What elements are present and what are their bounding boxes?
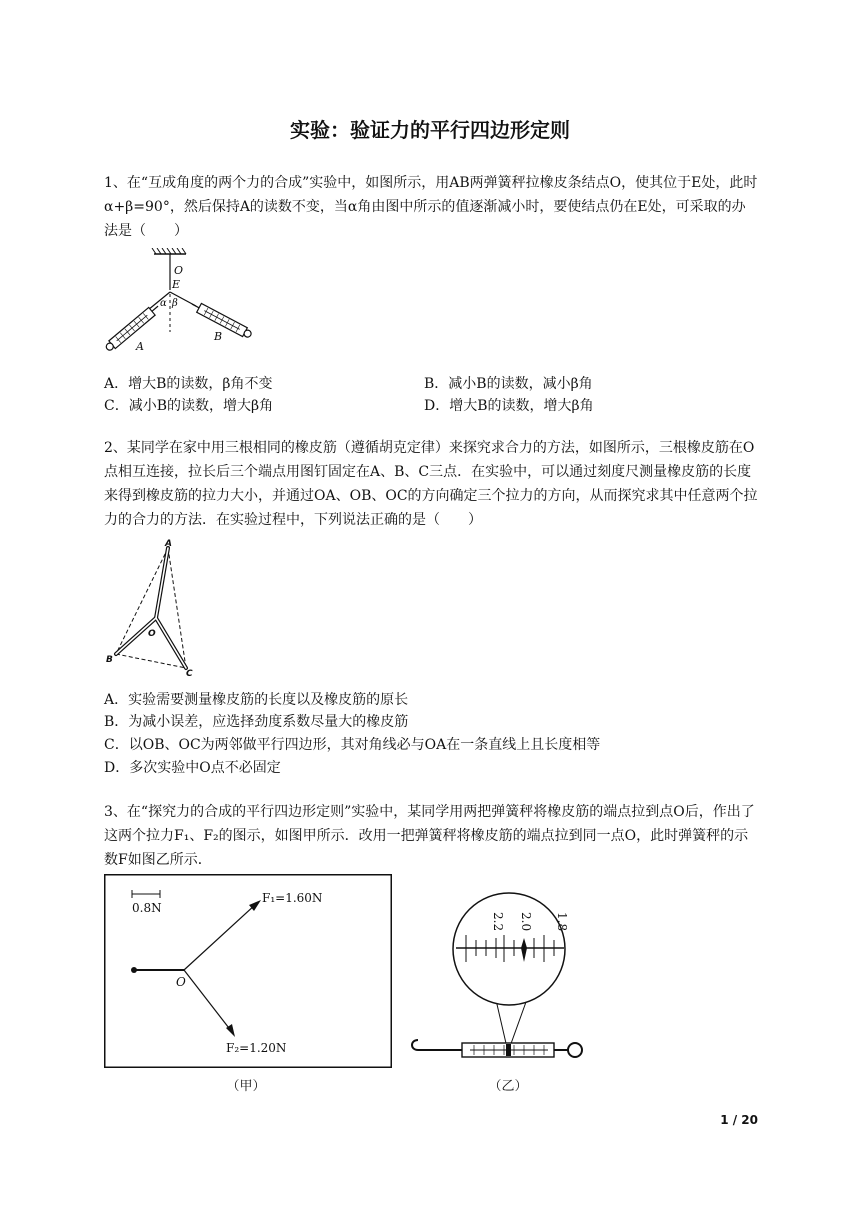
fig1-label-beta: β — [172, 298, 178, 309]
q1-option-a: A．增大B的读数，β角不变 — [104, 376, 273, 392]
fig2-label-o: O — [148, 629, 156, 639]
figure-q2-rubber-bands — [104, 538, 194, 676]
question-3-stem: 3、在“探究力的合成的平行四边形定则”实验中，某同学用两把弹簧秤将橡皮筋的端点拉到点O后，作出了这两个拉力F₁、F₂的图示，如图甲所示．改用一把弹簧秤将橡皮筋的端点拉到同一点O，此时弹簧秤的示数F如图乙所示． — [104, 804, 755, 868]
fig-yi-caption: （乙） — [488, 1079, 528, 1094]
fig-jia-scale-label: 0.8N — [132, 901, 162, 915]
fig-jia-caption: （甲） — [226, 1079, 266, 1094]
fig-yi-tick-2: 2.0 — [519, 912, 533, 932]
fig2-label-b: B — [106, 655, 113, 665]
fig2-label-a: A — [165, 539, 172, 549]
question-2-stem: 2、某同学在家中用三根相同的橡皮筋（遵循胡克定律）来探究求合力的方法，如图所示，三根橡皮筋在O点相互连接，拉长后三个端点用图钉固定在A、B、C三点．在实验中，可以通过刻度尺测量橡皮筋的长度来得到橡皮筋的拉力大小，并通过OA、OB、OC的方向确定三个拉力的方向，从而探究求其中任意两个拉力的合力的方法．在实验过程中，下列说法正确的是（ ） — [104, 440, 758, 528]
figure-q1-spring-scales — [104, 248, 264, 364]
q2-option-c: C．以OB、OC为两邻做平行四边形，其对角线必与OA在一条直线上且长度相等 — [104, 737, 601, 753]
q2-option-a: A．实验需要测量橡皮筋的长度以及橡皮筋的原长 — [104, 692, 409, 708]
fig1-label-e: E — [172, 278, 181, 291]
fig1-label-alpha: α — [160, 298, 167, 309]
fig1-label-a: A — [136, 340, 144, 353]
page-title: 实验：验证力的平行四边形定则 — [290, 118, 570, 142]
q1-option-d: D．增大B的读数，增大β角 — [424, 398, 594, 414]
fig-yi-tick-3: 1.8 — [555, 912, 569, 932]
question-1-stem: 1、在“互成角度的两个力的合成”实验中，如图所示，用AB两弹簧秤拉橡皮条结点O，使其位于E处，此时α+β=90°，然后保持A的读数不变，当α角由图中所示的值逐渐减小时，要使结点仍在E处，可采取的办法是（ ） — [104, 175, 758, 239]
fig-jia-label-f2: F₂=1.20N — [226, 1041, 287, 1055]
fig2-label-c: C — [186, 669, 193, 676]
fig1-label-o: O — [174, 264, 184, 277]
fig-jia-label-o: O — [176, 975, 186, 989]
fig-yi-tick-1: 2.2 — [491, 912, 505, 932]
page-number: 1 / 20 — [720, 1113, 758, 1127]
figure-q3-yi-spring-scale — [404, 890, 588, 1070]
fig-jia-label-f1: F₁=1.60N — [262, 891, 323, 905]
q1-option-c: C．减小B的读数，增大β角 — [104, 398, 274, 414]
q1-option-b: B．减小B的读数，减小β角 — [424, 376, 593, 392]
q2-option-d: D．多次实验中O点不必固定 — [104, 760, 281, 776]
q2-option-b: B．为减小误差，应选择劲度系数尽量大的橡皮筋 — [104, 714, 409, 730]
fig1-label-b: B — [214, 330, 223, 343]
figure-q3-jia-force-diagram — [104, 874, 392, 1068]
